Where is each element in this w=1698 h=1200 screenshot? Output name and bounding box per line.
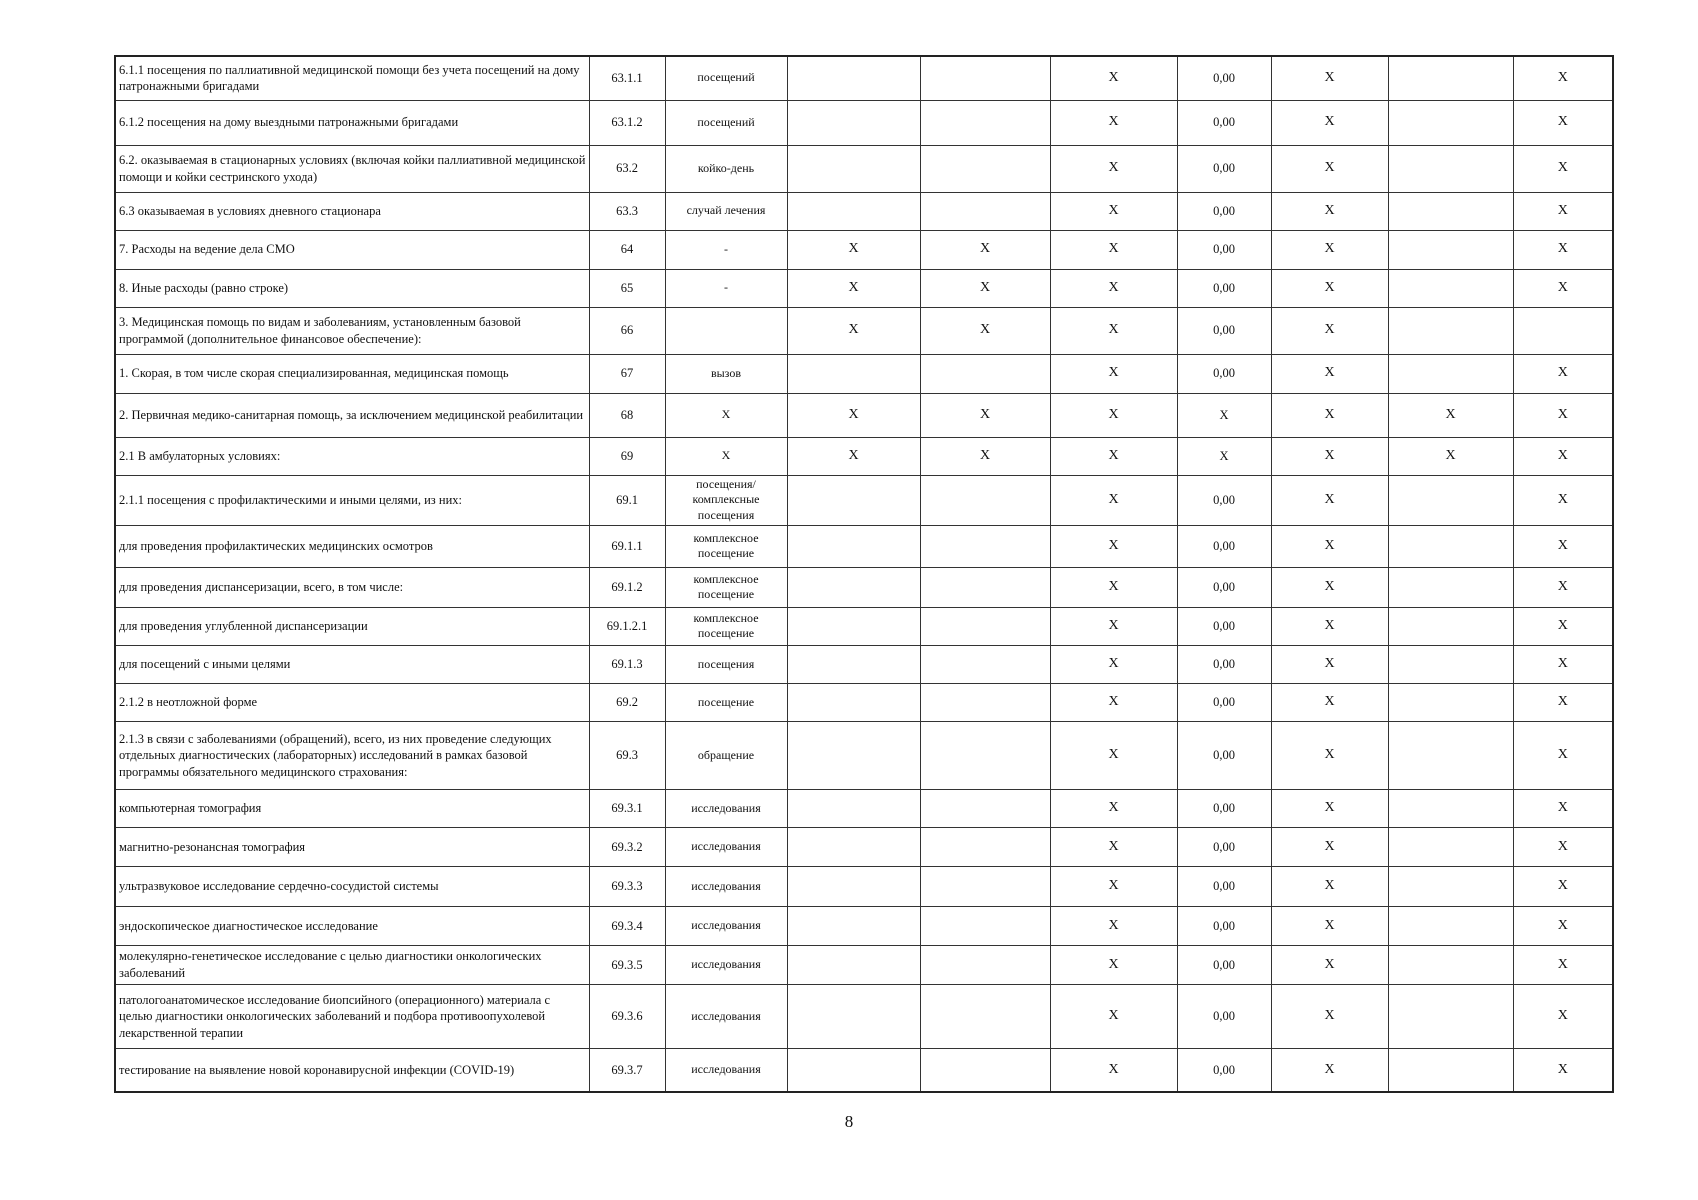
cell-col8: X [1271,866,1388,906]
row-name: молекулярно-генетическое исследование с целью диагностики онкологических заболеваний [115,945,589,984]
cell-col6: X [1050,789,1177,827]
cell-col9 [1388,607,1513,645]
row-name: 2.1.2 в неотложной форме [115,683,589,721]
row-unit: исследования [665,984,787,1048]
table-row [115,269,1613,307]
table-row [115,607,1613,645]
cell-col6: X [1050,475,1177,525]
cell-col5 [920,567,1050,607]
row-code: 69.3.1 [589,789,665,827]
cell-col6: X [1050,230,1177,269]
cell-col7: 0,00 [1177,354,1271,393]
cell-col9 [1388,230,1513,269]
cell-col5 [920,789,1050,827]
row-unit: посещения [665,645,787,683]
table-row [115,984,1613,1048]
row-name: тестирование на выявление новой коронавирусной инфекции (COVID-19) [115,1048,589,1092]
row-name: эндоскопическое диагностическое исследование [115,906,589,945]
row-code: 69.3.2 [589,827,665,866]
cell-col8: X [1271,721,1388,789]
cell-col7: 0,00 [1177,307,1271,354]
row-code: 69.2 [589,683,665,721]
cell-col4 [787,645,920,683]
cell-col7: 0,00 [1177,866,1271,906]
cell-col6: X [1050,607,1177,645]
row-unit: - [665,269,787,307]
row-code: 69.3.3 [589,866,665,906]
row-unit: койко-день [665,145,787,192]
cell-col4 [787,945,920,984]
cell-col5: X [920,393,1050,437]
cell-col9 [1388,525,1513,567]
cell-col9 [1388,789,1513,827]
cell-col8: X [1271,230,1388,269]
cell-col10: X [1513,906,1613,945]
cell-col5 [920,56,1050,100]
cell-col10: X [1513,230,1613,269]
cell-col10: X [1513,100,1613,145]
cell-col10: X [1513,145,1613,192]
cell-col6: X [1050,354,1177,393]
row-name: 6.1.1 посещения по паллиативной медицинской помощи без учета посещений на дому патронажными бригадами [115,56,589,100]
row-code: 69.1.3 [589,645,665,683]
cell-col4 [787,145,920,192]
cell-col7: 0,00 [1177,645,1271,683]
cell-col7: 0,00 [1177,56,1271,100]
cell-col9 [1388,827,1513,866]
cell-col6: X [1050,645,1177,683]
cell-col4 [787,56,920,100]
cell-col6: X [1050,683,1177,721]
cell-col8: X [1271,683,1388,721]
table-body [115,56,1613,1092]
row-code: 69.1.2.1 [589,607,665,645]
cell-col5 [920,721,1050,789]
cell-col7: 0,00 [1177,945,1271,984]
cell-col10: X [1513,567,1613,607]
row-code: 69.3.5 [589,945,665,984]
cell-col4 [787,906,920,945]
cell-col6: X [1050,525,1177,567]
cell-col4 [787,866,920,906]
financing-table [114,55,1614,1093]
cell-col5: X [920,269,1050,307]
row-name: 2.1.1 посещения с профилактическими и иными целями, из них: [115,475,589,525]
cell-col7: 0,00 [1177,475,1271,525]
table-row [115,683,1613,721]
cell-col4 [787,683,920,721]
cell-col8: X [1271,906,1388,945]
table-row [115,945,1613,984]
cell-col6: X [1050,906,1177,945]
cell-col10: X [1513,945,1613,984]
cell-col10: X [1513,645,1613,683]
cell-col4 [787,567,920,607]
cell-col8: X [1271,945,1388,984]
cell-col7: 0,00 [1177,721,1271,789]
cell-col9 [1388,475,1513,525]
cell-col7: 0,00 [1177,789,1271,827]
row-unit: исследования [665,789,787,827]
row-code: 69.1.2 [589,567,665,607]
row-code: 63.3 [589,192,665,230]
cell-col6: X [1050,145,1177,192]
row-code: 69.3 [589,721,665,789]
cell-col5 [920,525,1050,567]
cell-col9 [1388,567,1513,607]
row-code: 63.2 [589,145,665,192]
row-code: 68 [589,393,665,437]
cell-col10: X [1513,269,1613,307]
cell-col4 [787,984,920,1048]
row-name: 2.1.3 в связи с заболеваниями (обращений), всего, из них проведение следующих отдельных диагностических (лабораторных) исследований в рамках базовой программы обязательного медицинского страхования: [115,721,589,789]
row-name: 2.1 В амбулаторных условиях: [115,437,589,475]
cell-col9 [1388,866,1513,906]
cell-col10: X [1513,437,1613,475]
row-name: 1. Скорая, в том числе скорая специализированная, медицинская помощь [115,354,589,393]
cell-col7: 0,00 [1177,827,1271,866]
cell-col7: 0,00 [1177,525,1271,567]
row-code: 69.3.4 [589,906,665,945]
row-name: 7. Расходы на ведение дела СМО [115,230,589,269]
cell-col6: X [1050,100,1177,145]
cell-col9 [1388,984,1513,1048]
cell-col6: X [1050,721,1177,789]
cell-col10: X [1513,354,1613,393]
cell-col4 [787,525,920,567]
row-code: 63.1.1 [589,56,665,100]
cell-col9 [1388,906,1513,945]
cell-col8: X [1271,1048,1388,1092]
row-name: для посещений с иными целями [115,645,589,683]
table-row [115,230,1613,269]
row-code: 69.1 [589,475,665,525]
row-unit: - [665,230,787,269]
row-unit: комплексное посещение [665,567,787,607]
cell-col10: X [1513,56,1613,100]
cell-col5 [920,475,1050,525]
cell-col7: X [1177,437,1271,475]
cell-col7: 0,00 [1177,230,1271,269]
cell-col4 [787,789,920,827]
row-unit: посещений [665,100,787,145]
table-row [115,56,1613,100]
row-code: 65 [589,269,665,307]
row-unit: вызов [665,354,787,393]
cell-col4: X [787,230,920,269]
row-name: 6.2. оказываемая в стационарных условиях (включая койки паллиативной медицинской помощи и койки сестринского ухода) [115,145,589,192]
table-row [115,789,1613,827]
cell-col5 [920,100,1050,145]
table-row [115,827,1613,866]
cell-col4 [787,607,920,645]
cell-col8: X [1271,307,1388,354]
row-unit: исследования [665,827,787,866]
table-row [115,645,1613,683]
cell-col8: X [1271,567,1388,607]
table-row [115,1048,1613,1092]
row-name: для проведения углубленной диспансеризации [115,607,589,645]
row-unit: посещения/ комплексные посещения [665,475,787,525]
table-row [115,475,1613,525]
cell-col5: X [920,230,1050,269]
table-row [115,906,1613,945]
row-code: 67 [589,354,665,393]
cell-col8: X [1271,475,1388,525]
cell-col8: X [1271,645,1388,683]
row-unit: обращение [665,721,787,789]
page-number: 8 [844,1112,854,1131]
cell-col7: 0,00 [1177,1048,1271,1092]
cell-col7: 0,00 [1177,683,1271,721]
row-name: патологоанатомическое исследование биопсийного (операционного) материала с целью диагностики онкологических заболеваний и подбора противоопухолевой лекарственной терапии [115,984,589,1048]
row-name: для проведения диспансеризации, всего, в том числе: [115,567,589,607]
cell-col7: 0,00 [1177,567,1271,607]
row-name: 6.3 оказываемая в условиях дневного стационара [115,192,589,230]
cell-col4: X [787,307,920,354]
cell-col9 [1388,354,1513,393]
cell-col9 [1388,721,1513,789]
cell-col10: X [1513,525,1613,567]
cell-col10: X [1513,721,1613,789]
table-row [115,354,1613,393]
cell-col5 [920,683,1050,721]
row-unit: комплексное посещение [665,525,787,567]
row-code: 69.3.7 [589,1048,665,1092]
cell-col5 [920,145,1050,192]
row-unit: исследования [665,1048,787,1092]
cell-col9 [1388,645,1513,683]
cell-col10: X [1513,475,1613,525]
cell-col8: X [1271,145,1388,192]
row-name: магнитно-резонансная томография [115,827,589,866]
cell-col8: X [1271,607,1388,645]
row-unit [665,307,787,354]
cell-col5 [920,645,1050,683]
table-row [115,567,1613,607]
row-unit: комплексное посещение [665,607,787,645]
cell-col5 [920,607,1050,645]
cell-col9 [1388,192,1513,230]
cell-col8: X [1271,100,1388,145]
cell-col6: X [1050,1048,1177,1092]
cell-col10: X [1513,192,1613,230]
cell-col8: X [1271,437,1388,475]
cell-col10: X [1513,789,1613,827]
cell-col7: 0,00 [1177,100,1271,145]
cell-col6: X [1050,984,1177,1048]
cell-col10: X [1513,683,1613,721]
cell-col4 [787,475,920,525]
cell-col10 [1513,307,1613,354]
cell-col9: X [1388,437,1513,475]
cell-col4 [787,192,920,230]
cell-col6: X [1050,393,1177,437]
cell-col6: X [1050,945,1177,984]
cell-col9 [1388,269,1513,307]
table-row [115,866,1613,906]
table-row [115,192,1613,230]
cell-col8: X [1271,984,1388,1048]
cell-col9 [1388,56,1513,100]
cell-col10: X [1513,607,1613,645]
cell-col4 [787,354,920,393]
table-row [115,437,1613,475]
row-name: компьютерная томография [115,789,589,827]
cell-col5 [920,945,1050,984]
cell-col8: X [1271,269,1388,307]
cell-col7: 0,00 [1177,984,1271,1048]
cell-col10: X [1513,866,1613,906]
cell-col8: X [1271,827,1388,866]
row-unit: исследования [665,945,787,984]
table-row [115,307,1613,354]
cell-col7: 0,00 [1177,145,1271,192]
cell-col7: 0,00 [1177,906,1271,945]
cell-col6: X [1050,567,1177,607]
cell-col8: X [1271,192,1388,230]
row-code: 69 [589,437,665,475]
row-unit: посещений [665,56,787,100]
cell-col6: X [1050,827,1177,866]
cell-col5 [920,866,1050,906]
row-code: 69.1.1 [589,525,665,567]
row-unit: случай лечения [665,192,787,230]
cell-col4: X [787,437,920,475]
cell-col5 [920,906,1050,945]
cell-col9 [1388,100,1513,145]
cell-col4 [787,100,920,145]
row-unit: X [665,393,787,437]
table-row [115,525,1613,567]
cell-col6: X [1050,437,1177,475]
cell-col10: X [1513,393,1613,437]
cell-col8: X [1271,393,1388,437]
cell-col4 [787,827,920,866]
table-row [115,721,1613,789]
cell-col10: X [1513,1048,1613,1092]
cell-col7: X [1177,393,1271,437]
cell-col6: X [1050,866,1177,906]
cell-col4: X [787,393,920,437]
cell-col4: X [787,269,920,307]
cell-col7: 0,00 [1177,607,1271,645]
cell-col5: X [920,307,1050,354]
cell-col9 [1388,683,1513,721]
cell-col5 [920,984,1050,1048]
cell-col8: X [1271,354,1388,393]
table-row [115,100,1613,145]
cell-col5 [920,1048,1050,1092]
table-row [115,393,1613,437]
cell-col6: X [1050,56,1177,100]
cell-col6: X [1050,192,1177,230]
row-name: ультразвуковое исследование сердечно-сосудистой системы [115,866,589,906]
cell-col8: X [1271,525,1388,567]
cell-col9 [1388,1048,1513,1092]
row-name: для проведения профилактических медицинских осмотров [115,525,589,567]
cell-col5: X [920,437,1050,475]
cell-col5 [920,827,1050,866]
cell-col10: X [1513,984,1613,1048]
row-code: 69.3.6 [589,984,665,1048]
cell-col8: X [1271,56,1388,100]
cell-col9 [1388,307,1513,354]
cell-col7: 0,00 [1177,192,1271,230]
cell-col4 [787,721,920,789]
cell-col9 [1388,145,1513,192]
row-unit: исследования [665,906,787,945]
row-code: 63.1.2 [589,100,665,145]
row-unit: X [665,437,787,475]
cell-col9: X [1388,393,1513,437]
row-unit: посещение [665,683,787,721]
cell-col10: X [1513,827,1613,866]
row-code: 64 [589,230,665,269]
row-name: 2. Первичная медико-санитарная помощь, за исключением медицинской реабилитации [115,393,589,437]
cell-col6: X [1050,269,1177,307]
row-name: 6.1.2 посещения на дому выездными патронажными бригадами [115,100,589,145]
row-name: 3. Медицинская помощь по видам и заболеваниям, установленным базовой программой (дополнительное финансовое обеспечение): [115,307,589,354]
row-code: 66 [589,307,665,354]
cell-col5 [920,354,1050,393]
cell-col9 [1388,945,1513,984]
cell-col5 [920,192,1050,230]
cell-col6: X [1050,307,1177,354]
row-name: 8. Иные расходы (равно строке) [115,269,589,307]
row-unit: исследования [665,866,787,906]
cell-col7: 0,00 [1177,269,1271,307]
cell-col4 [787,1048,920,1092]
cell-col8: X [1271,789,1388,827]
table-row [115,145,1613,192]
